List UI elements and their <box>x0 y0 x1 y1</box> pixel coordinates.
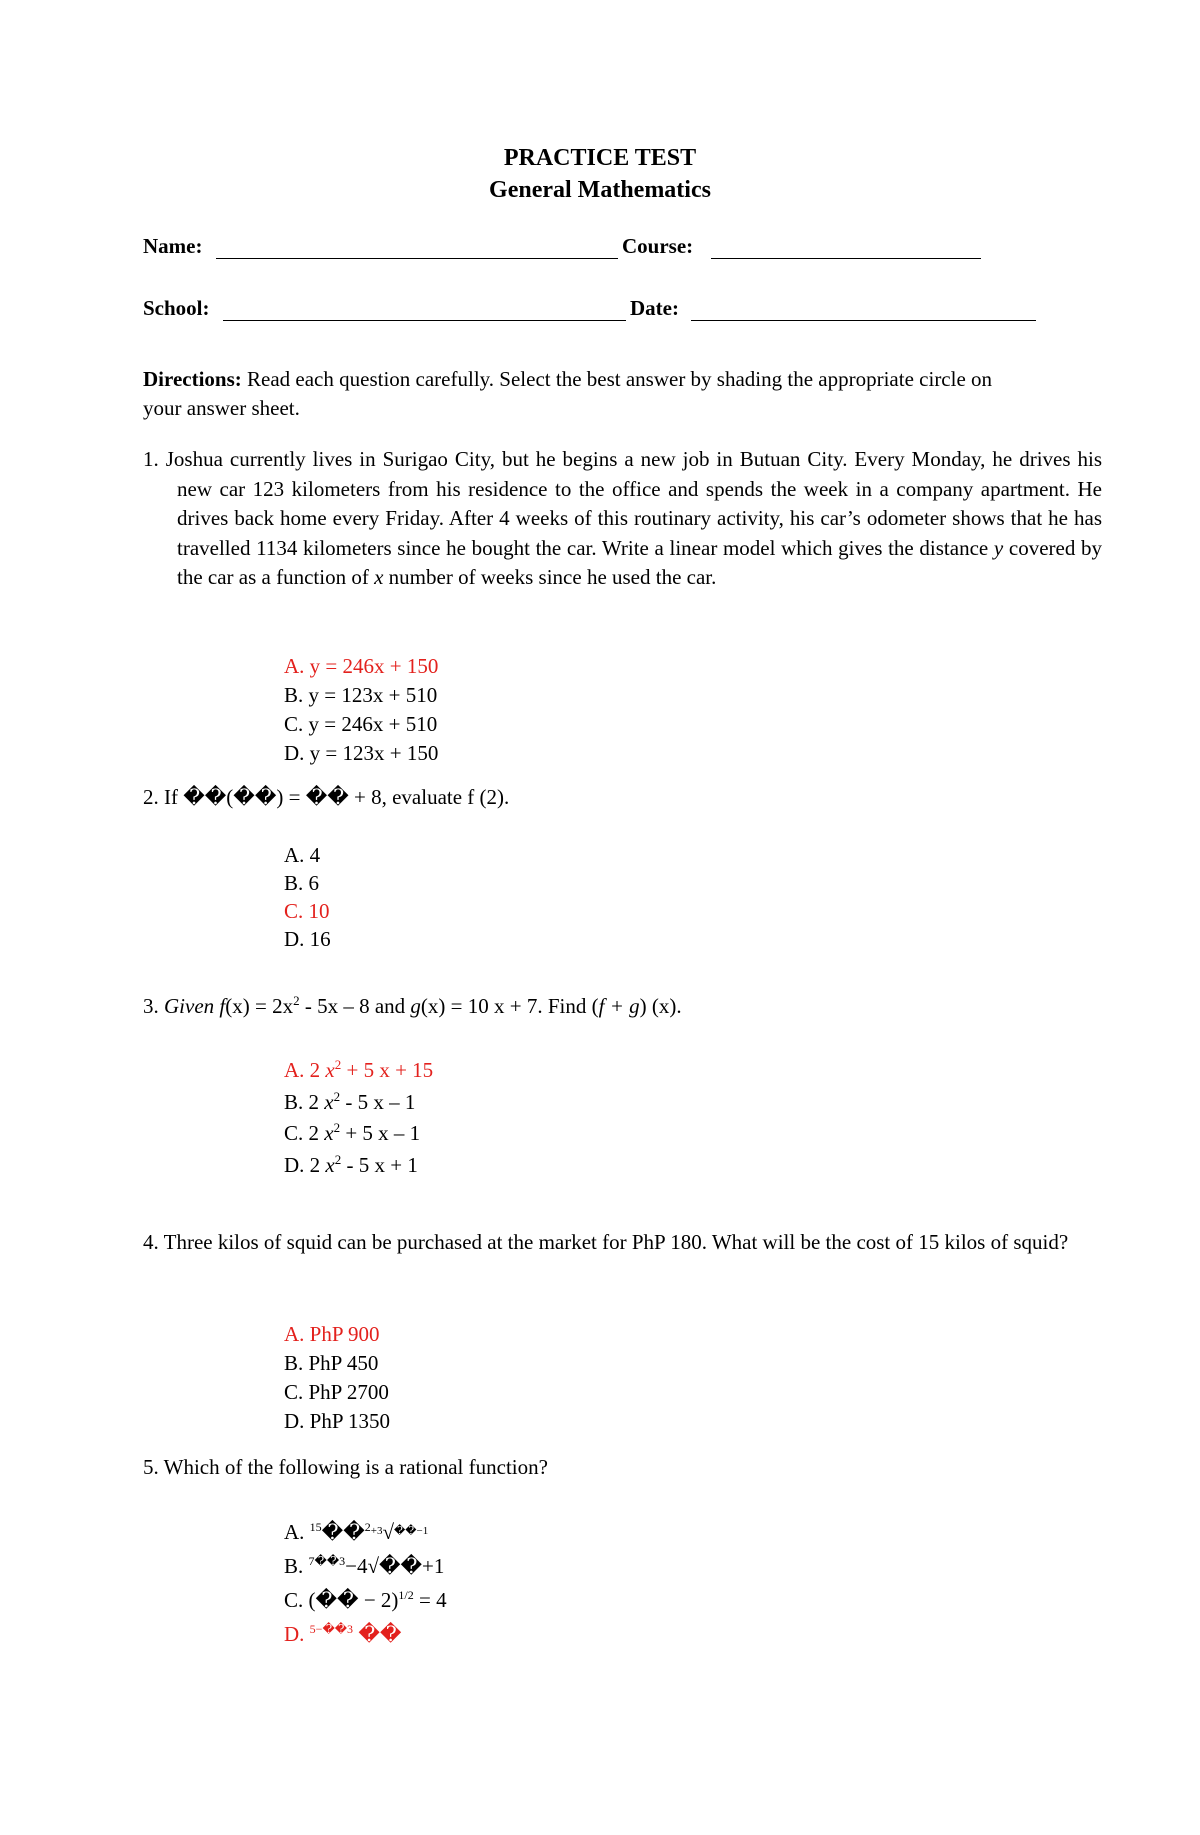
option-b[interactable]: B. y = 123x + 510 <box>284 683 438 707</box>
directions <box>143 365 1023 423</box>
f-expression-rest: - 5x – 8 and <box>304 994 406 1018</box>
given-word: Given <box>164 994 215 1018</box>
question-1-options <box>284 652 438 768</box>
option-a[interactable]: A. 2 $x^2 + 5$ x + 15 <box>284 1057 434 1082</box>
school-field[interactable] <box>223 320 626 321</box>
g-expression: (x) = 10 x + 7. Find ( <box>420 994 599 1018</box>
question-number: 3. <box>143 994 159 1018</box>
course-label: Course: <box>622 234 694 258</box>
question-3-options <box>284 1055 433 1181</box>
option-d[interactable]: D. $^{5-��3}$ �� <box>284 1622 402 1646</box>
option-d[interactable]: D. 16 <box>284 927 331 951</box>
question-number: 2. <box>143 785 159 809</box>
option-c[interactable]: C. 10 <box>284 899 330 923</box>
f-plus-g: f + g <box>598 994 640 1018</box>
option-a[interactable]: A. 4 <box>284 843 321 867</box>
g-expression-end: ) (x). <box>639 994 682 1018</box>
question-5 <box>143 1455 548 1480</box>
option-c[interactable]: C. (�� − 2)$^{1/2}$ = 4 <box>284 1588 447 1612</box>
question-3: 3. Given $f(x) = 2x^2 - 5x - 8$ and g(x) = 10 x + 7. Find (f + g) (x). <box>143 993 682 1018</box>
variable-x: x <box>374 565 384 589</box>
option-c[interactable]: C. 2 $x^2 + 5$ x – 1 <box>284 1120 421 1145</box>
question-2 <box>143 785 509 810</box>
course-field[interactable] <box>711 258 981 259</box>
question-1-text <box>143 445 1102 593</box>
variable-y: y <box>993 535 1004 560</box>
option-d[interactable]: D. y = 123x + 150 <box>284 741 439 765</box>
date-label: Date: <box>630 296 679 320</box>
function-g: g <box>410 994 421 1018</box>
function-f: f <box>219 994 226 1018</box>
question-4-options <box>284 1320 390 1436</box>
question-body-tail: number of weeks since he used the car. <box>388 565 717 589</box>
question-5-options <box>284 1513 447 1649</box>
question-number: 1. <box>143 447 159 471</box>
name-label: Name: <box>143 234 203 258</box>
directions-text: Read each question carefully. Select the best answer by shading the appropriate circle on your answer sheet. <box>143 367 993 420</box>
name-field[interactable] <box>216 258 618 259</box>
question-number: 5. <box>143 1455 159 1479</box>
question-body-mid: covered by the car as a function of <box>177 535 1103 589</box>
f-expression: (x) = 2x <box>225 994 294 1018</box>
option-b[interactable]: B. PhP 450 <box>284 1351 379 1375</box>
option-a[interactable]: A. y = 246x + 150 <box>284 654 439 678</box>
page-subtitle: General Mathematics <box>489 177 711 203</box>
question-2-text: If ��(��) = �� + 8, evaluate f (2). <box>164 785 510 809</box>
question-body: Joshua currently lives in Surigao City, but he begins a new job in Butuan City. Every Monday, he drives his new car 123 kilometers from his residence to the office and spends the week in a company apartment. He drives back home every Friday. After 4 weeks of this routinary activity, his car’s odometer shows that he has travelled 1134 kilometers since he bought the car. Write a linear model which gives the distance <box>165 447 1103 560</box>
directions-label: Directions: <box>143 367 242 391</box>
question-4 <box>143 1226 1102 1259</box>
question-1 <box>143 445 1102 593</box>
question-number: 4. <box>143 1230 159 1254</box>
page-title: PRACTICE TEST <box>503 145 697 171</box>
question-5-text: Which of the following is a rational function? <box>163 1455 548 1479</box>
question-body: Three kilos of squid can be purchased at the market for PhP 180. What will be the cost of 15 kilos of squid? <box>163 1230 1069 1254</box>
option-d[interactable]: D. PhP 1350 <box>284 1409 390 1433</box>
date-field[interactable] <box>691 320 1036 321</box>
question-4-text <box>143 1226 1102 1259</box>
option-a[interactable]: A. PhP 900 <box>284 1322 380 1346</box>
option-a[interactable]: A. $^{15}$��$^{2+3}$√$^{��-1}$ <box>284 1520 429 1544</box>
option-b[interactable]: B. 2 $x^2 - 5$ x – 1 <box>284 1088 416 1114</box>
school-label: School: <box>143 296 210 320</box>
option-b[interactable]: B. 6 <box>284 871 320 895</box>
option-d[interactable]: D. 2 $x^2 - 5$ x + 1 <box>284 1151 418 1177</box>
question-2-options <box>284 841 331 953</box>
option-b[interactable]: B. $^{7��3}$−4√��+1 <box>284 1554 445 1578</box>
option-c[interactable]: C. y = 246x + 510 <box>284 712 438 736</box>
option-c[interactable]: C. PhP 2700 <box>284 1380 389 1404</box>
